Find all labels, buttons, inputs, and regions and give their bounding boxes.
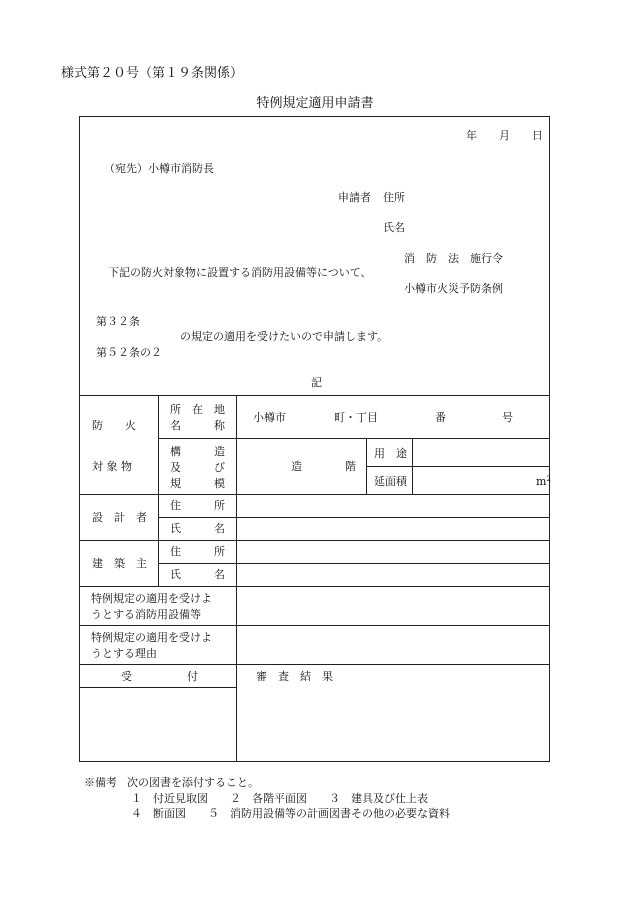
special-equipment-label-line2: うとする消防用設備等: [91, 608, 201, 621]
date-year-label: 年: [466, 129, 477, 142]
table-line-reason-bottom: [79, 664, 550, 665]
table-line-object-bottom: [79, 494, 550, 495]
special-reason-label-line2: うとする理由: [91, 647, 157, 660]
review-result-label: 審 査 結 果: [256, 670, 333, 683]
designer-address-label: 住 所: [170, 499, 225, 512]
table-line-use-bottom: [366, 466, 550, 467]
table-line-owner-mid: [158, 563, 550, 564]
applicant-name-label: 氏名: [383, 221, 405, 234]
applicant-address-label: 住所: [383, 191, 405, 204]
square-meter-unit: $m^2$: [536, 475, 551, 488]
law-option-fire-service-act: 消 防 法 施行令: [404, 252, 503, 265]
designer-name-label: 氏 名: [170, 522, 225, 535]
location-ban-unit: 番: [435, 411, 446, 424]
owner-name-label: 氏 名: [170, 568, 225, 581]
special-equipment-label-line1: 特例規定の適用を受けよ: [91, 592, 212, 605]
table-vline-use-left: [366, 438, 367, 494]
location-label: 所 在 地: [170, 403, 225, 416]
table-vline-use-right: [412, 438, 413, 494]
special-reason-label-line1: 特例規定の適用を受けよ: [91, 631, 212, 644]
target-object-label: 対 象 物: [92, 460, 132, 473]
designer-label: 設 計 者: [92, 511, 147, 524]
request-sentence: の規定の適用を受けたいので申請します。: [180, 330, 389, 343]
table-line-reception-header: [79, 687, 236, 688]
table-line-designer-mid: [158, 517, 550, 518]
notes-intro: 次の図書を添付すること。: [127, 776, 259, 789]
location-town-unit: 町・丁目: [334, 411, 378, 424]
notes-attachment-row-2: ４ 断面図 ５ 消防用設備等の計画図書その他の必要な資料: [131, 807, 450, 820]
scale-label: 規 模: [170, 477, 225, 490]
article-option-52-2: 第５２条の２: [96, 346, 162, 359]
intro-sentence: 下記の防火対象物に設置する消防用設備等について、: [108, 266, 372, 279]
application-form-frame: [79, 116, 550, 762]
ki-notation: 記: [311, 376, 322, 389]
notes-attachment-row-1: １ 付近見取図 ２ 各階平面図 ３ 建具及び仕上表: [131, 792, 428, 805]
use-label: 用 途: [374, 447, 407, 460]
location-city: 小樽市: [253, 411, 286, 424]
floor-area-label: 延面積: [374, 475, 407, 488]
addressee: （宛先）小樽市消防長: [104, 162, 214, 175]
table-line-owner-bottom: [79, 586, 550, 587]
table-line-designer-bottom: [79, 540, 550, 541]
applicant-label: 申請者: [338, 191, 371, 204]
building-owner-label: 建 築 主: [92, 557, 147, 570]
table-top-line: [79, 395, 550, 396]
document-title: 特例規定適用申請書: [256, 96, 374, 111]
date-month-label: 月: [499, 129, 510, 142]
table-line-equipment-bottom: [79, 625, 550, 626]
reception-label: 受 付: [121, 670, 198, 683]
article-option-32: 第３２条: [96, 315, 140, 328]
structure-and-label: 及 び: [170, 461, 225, 474]
law-option-city-ordinance: 小樽市火災予防条例: [404, 282, 503, 295]
table-vline-label: [236, 395, 237, 762]
location-go-unit: 号: [502, 411, 513, 424]
building-name-label: 名 称: [170, 419, 225, 432]
structure-kai-unit: 階: [345, 460, 356, 473]
form-number: 様式第２０号（第１９条関係）: [61, 66, 244, 81]
owner-address-label: 住 所: [170, 545, 225, 558]
fire-prevention-label: 防 火: [92, 419, 136, 432]
structure-label: 構 造: [170, 445, 225, 458]
table-line-location-bottom: [158, 438, 550, 439]
table-vline-category: [158, 395, 159, 586]
date-day-label: 日: [532, 129, 543, 142]
structure-zou-unit: 造: [291, 460, 302, 473]
notes-label: ※備考: [84, 776, 117, 789]
